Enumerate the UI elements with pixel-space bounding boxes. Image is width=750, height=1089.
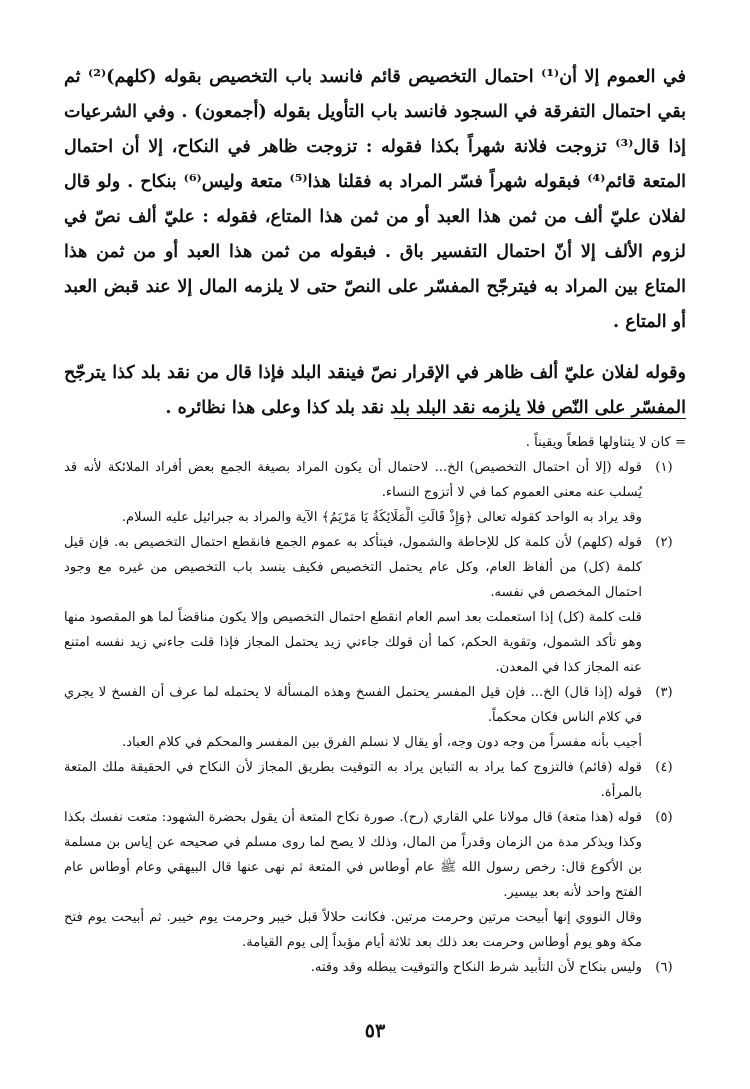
footnote-number: (٤) — [655, 760, 673, 775]
footnote-2 — [64, 530, 686, 680]
footnote-text: وقال النووي إنها أبيحت مرتين وحرمت مرتين. فكانت حلالاً قبل خيبر وحرمت يوم خيبر. ثم أبيحت يوم فتح مكة وهو يوم أوطاس وحرمت بعد ذلك بعد ثلاثة أيام مؤبداً إلى يوم القيامة. — [64, 910, 642, 950]
main-paragraph: وقوله لفلان عليّ ألف ظاهر في الإقرار نصّ فينقد البلد فإذا قال من نقد بلد كذا يترجّح المفسّر على النّص فلا يلزمه نقد البلد بلد نقد بلد كذا وعلى هذا نظائره . — [64, 363, 686, 418]
footnote-3 — [64, 680, 686, 755]
footnote-1 — [64, 455, 686, 530]
page-number: ٥٣ — [364, 1020, 386, 1042]
footnote-text: وقد يراد به الواحد كقوله تعالى ﴿وَإِذْ قَالَتِ الْمَلَائِكَةُ يَا مَرْيَمُ﴾ الآية والمراد به جبرائيل عليه السلام. — [121, 510, 642, 525]
footnote-number: (٥) — [655, 810, 673, 825]
footnote-number: (٢) — [655, 535, 673, 550]
footnote-text: قوله (كلهم) لأن كلمة كل للإحاطة والشمول، فيتأكد به عموم الجمع فانقطع احتمال التخصيص به. فإن قيل كلمة (كل) من ألفاظ العام، وكل عام يحتمل التخصيص فكيف ينسد باب التخصيص من غيره مع وجود احتمال المخصص في نفسه. — [64, 535, 642, 600]
footnote-text: قوله (هذا متعة) قال مولانا علي القاري (رح). صورة نكاح المتعة أن يقول بحضرة الشهود: متعت نفسك بكذا وكذا ويذكر مدة من الزمان وقدراً من المال، وذلك لا يصح لما روى مسلم في صحيحه عن إياس بن مسلمة بن الأكوع قال: رخص رسول الله ﷺ عام أوطاس في المتعة ثم نهى عنها قال البيهقي وعام أوطاس عام الفتح واحد لأنه بعد بيسير. — [64, 810, 642, 900]
footnote-text: = كان لا يتناولها قطعاً ويقيناً . — [525, 435, 686, 450]
footnote-separator — [394, 418, 686, 419]
footnote-5 — [64, 805, 686, 955]
footnote-text: قلت كلمة (كل) إذا استعملت بعد اسم العام انقطع احتمال التخصيص وإلا يكون مناقضاً لما هو المقصود منها وهو تأكد الشمول، وتقوية الحكم، كما أن قولك جاءني زيد يحتمل المجاز فإذا قلت جاءني زيد نفسه امتنع عنه المجاز كذا في المعدن. — [64, 610, 642, 675]
footnote-number: (٦) — [655, 960, 673, 975]
footnotes — [64, 430, 686, 980]
footnote-text: قوله (إلا أن احتمال التخصيص) الخ... لاحتمال أن يكون المراد بصيغة الجمع بعض أفراد الملائكة لأنه قد يُسلب عنه معنى العموم كما في لا أتزوج النساء. — [64, 460, 642, 500]
footnote-number: (١) — [655, 460, 673, 475]
footnote-continuation — [64, 430, 686, 455]
footnote-4 — [64, 755, 686, 805]
footnote-6 — [64, 955, 686, 980]
footnote-text: قوله (قائم) فالتزوج كما يراد به التباين يراد به التوقيت بطريق المجاز لأن النكاح في الحقيقة ملك المتعة بالمرأة. — [64, 760, 642, 800]
footnote-text: أجيب بأنه مفسراً من وجه دون وجه، أو يقال لا نسلم الفرق بين المفسر والمحكم في كلام العباد. — [122, 735, 642, 750]
footnote-number: (٣) — [655, 685, 673, 700]
main-paragraph: في العموم إلا أن⁽¹⁾ احتمال التخصيص قائم فانسد باب التخصيص بقوله (كلهم)⁽²⁾ ثم بقي احتمال التفرقة في السجود فانسد باب التأويل بقوله (أجمعون) . وفي الشرعيات إذا قال⁽³⁾ تزوجت فلانة شهراً بكذا فقوله : تزوجت ظاهر في النكاح، إلا أن احتمال المتعة قائم⁽⁴⁾ فبقوله شهراً فسّر المراد به فقلنا هذا⁽⁵⁾ متعة وليس⁽⁶⁾ بنكاح . ولو قال لفلان عليّ ألف من ثمن هذا العبد أو من ثمن هذا المتاع، فقوله : عليّ ألف نصّ في لزوم الألف إلا أنّ احتمال التفسير باق . فبقوله من ثمن هذا العبد أو من ثمن هذا المتاع بين المراد به فيترجّح المفسّر على النصّ حتى لا يلزمه المال إلا عند قبض العبد أو المتاع . — [64, 67, 687, 332]
footnote-text: قوله (إذا قال) الخ... فإن قيل المفسر يحتمل الفسخ وهذه المسألة لا يحتمله لما عرف أن الفسخ لا يجري في كلام الناس فكان محكماً. — [64, 685, 642, 725]
footnote-text: وليس بنكاح لأن التأبيد شرط النكاح والتوقيت يبطله وقد وقته. — [310, 960, 642, 975]
main-text — [64, 60, 686, 426]
